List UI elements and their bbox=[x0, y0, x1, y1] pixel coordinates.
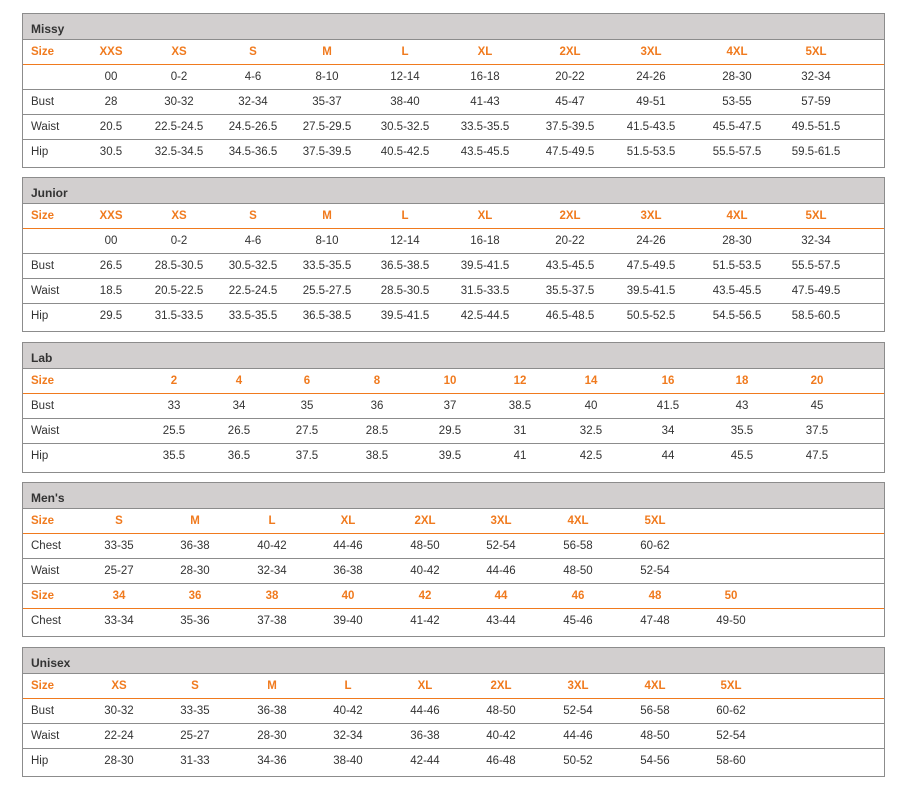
measurement-cell: 42.5-44.5 bbox=[460, 310, 510, 322]
measurement-cell: 25.5-27.5 bbox=[302, 285, 352, 297]
row-label: Hip bbox=[31, 146, 49, 158]
measurement-cell: 48-50 bbox=[486, 705, 516, 717]
measurement-cell: 28-30 bbox=[257, 730, 287, 742]
measurement-cell: 36-38 bbox=[257, 705, 287, 717]
mens-size-table bbox=[22, 482, 885, 637]
measurement-cell: 47-48 bbox=[640, 615, 670, 627]
lab-rows bbox=[23, 369, 884, 469]
row-label: Waist bbox=[31, 565, 60, 577]
measurement-cell: 8-10 bbox=[315, 235, 339, 247]
measurement-cell: 40.5-42.5 bbox=[380, 146, 430, 158]
size-label-cell: XL bbox=[477, 210, 493, 222]
measurement-cell: 34-36 bbox=[257, 755, 287, 767]
measurement-cell: 31.5-33.5 bbox=[460, 285, 510, 297]
size-label-cell: 4XL bbox=[726, 210, 748, 222]
measurement-cell: 37-38 bbox=[257, 615, 287, 627]
missy-table-row bbox=[23, 90, 884, 115]
measurement-cell: 58-60 bbox=[716, 755, 746, 767]
mens-table-row bbox=[23, 559, 884, 584]
junior-size-table bbox=[22, 177, 885, 332]
size-label-cell: 8 bbox=[373, 375, 381, 387]
measurement-cell: 60-62 bbox=[716, 705, 746, 717]
measurement-cell: 24-26 bbox=[636, 71, 666, 83]
size-label-cell: XXS bbox=[99, 210, 123, 222]
size-label-cell: 44 bbox=[494, 590, 508, 602]
size-label-cell: 14 bbox=[584, 375, 598, 387]
size-label-cell: 5XL bbox=[805, 46, 827, 58]
measurement-cell: 28-30 bbox=[104, 755, 134, 767]
size-label-cell: XL bbox=[477, 46, 493, 58]
measurement-cell: 28 bbox=[104, 96, 118, 108]
size-label-cell: 48 bbox=[648, 590, 662, 602]
size-label-cell: XL bbox=[340, 515, 356, 527]
measurement-cell: 32-34 bbox=[333, 730, 363, 742]
unisex-rows bbox=[23, 674, 884, 774]
measurement-cell: 30-32 bbox=[164, 96, 194, 108]
size-label-cell: 20 bbox=[810, 375, 824, 387]
measurement-cell: 30-32 bbox=[104, 705, 134, 717]
size-label-cell: 40 bbox=[341, 590, 355, 602]
mens-title: Men's bbox=[23, 483, 884, 509]
measurement-cell: 8-10 bbox=[315, 71, 339, 83]
measurement-cell: 27.5 bbox=[295, 425, 319, 437]
measurement-cell: 41.5-43.5 bbox=[626, 121, 676, 133]
row-label: Waist bbox=[31, 121, 60, 133]
measurement-cell: 36-38 bbox=[410, 730, 440, 742]
size-label-cell: L bbox=[344, 680, 352, 692]
measurement-cell: 56-58 bbox=[640, 705, 670, 717]
measurement-cell: 33-34 bbox=[104, 615, 134, 627]
measurement-cell: 49.5-51.5 bbox=[791, 121, 841, 133]
size-label-cell: M bbox=[322, 46, 332, 58]
measurement-cell: 47.5-49.5 bbox=[545, 146, 595, 158]
missy-size-table bbox=[22, 13, 885, 168]
measurement-cell: 36 bbox=[370, 400, 384, 412]
measurement-cell: 40-42 bbox=[333, 705, 363, 717]
size-label-cell: 2XL bbox=[490, 680, 512, 692]
measurement-cell: 42.5 bbox=[579, 450, 603, 462]
measurement-cell: 55.5-57.5 bbox=[712, 146, 762, 158]
junior-table-row bbox=[23, 229, 884, 254]
measurement-cell: 50-52 bbox=[563, 755, 593, 767]
measurement-cell: 44-46 bbox=[410, 705, 440, 717]
measurement-cell: 33-35 bbox=[180, 705, 210, 717]
mens-rows bbox=[23, 509, 884, 634]
lab-table-row bbox=[23, 444, 884, 469]
size-label-cell: 3XL bbox=[567, 680, 589, 692]
unisex-size-table bbox=[22, 647, 885, 777]
mens-table-row bbox=[23, 609, 884, 634]
size-label-cell: 10 bbox=[443, 375, 457, 387]
measurement-cell: 48-50 bbox=[640, 730, 670, 742]
measurement-cell: 28.5-30.5 bbox=[154, 260, 204, 272]
measurement-cell: 35.5 bbox=[162, 450, 186, 462]
measurement-cell: 20-22 bbox=[555, 235, 585, 247]
measurement-cell: 28-30 bbox=[180, 565, 210, 577]
row-label: Size bbox=[31, 46, 55, 58]
missy-rows bbox=[23, 40, 884, 165]
measurement-cell: 12-14 bbox=[390, 235, 420, 247]
size-label-cell: 4XL bbox=[567, 515, 589, 527]
unisex-table-row bbox=[23, 724, 884, 749]
size-label-cell: S bbox=[249, 210, 257, 222]
measurement-cell: 39-40 bbox=[333, 615, 363, 627]
row-label: Hip bbox=[31, 755, 49, 767]
size-label-cell: 3XL bbox=[640, 46, 662, 58]
measurement-cell: 24.5-26.5 bbox=[228, 121, 278, 133]
size-label-cell: 5XL bbox=[720, 680, 742, 692]
measurement-cell: 24-26 bbox=[636, 235, 666, 247]
measurement-cell: 20.5-22.5 bbox=[154, 285, 204, 297]
measurement-cell: 45-46 bbox=[563, 615, 593, 627]
mens-size-header-row bbox=[23, 509, 884, 534]
row-label: Bust bbox=[31, 705, 55, 717]
measurement-cell: 29.5 bbox=[99, 310, 123, 322]
row-label: Hip bbox=[31, 310, 49, 322]
unisex-table-row bbox=[23, 699, 884, 724]
size-label-cell: L bbox=[401, 46, 409, 58]
size-label-cell: 2XL bbox=[414, 515, 436, 527]
size-label-cell: 6 bbox=[303, 375, 311, 387]
measurement-cell: 52-54 bbox=[640, 565, 670, 577]
missy-table-row bbox=[23, 115, 884, 140]
measurement-cell: 25-27 bbox=[104, 565, 134, 577]
measurement-cell: 32-34 bbox=[257, 565, 287, 577]
size-label-cell: 16 bbox=[661, 375, 675, 387]
mens-size-header-row bbox=[23, 584, 884, 609]
measurement-cell: 43 bbox=[735, 400, 749, 412]
measurement-cell: 36.5 bbox=[227, 450, 251, 462]
measurement-cell: 43.5-45.5 bbox=[460, 146, 510, 158]
measurement-cell: 46-48 bbox=[486, 755, 516, 767]
measurement-cell: 44 bbox=[661, 450, 675, 462]
measurement-cell: 30.5 bbox=[99, 146, 123, 158]
measurement-cell: 12-14 bbox=[390, 71, 420, 83]
measurement-cell: 33 bbox=[167, 400, 181, 412]
measurement-cell: 52-54 bbox=[716, 730, 746, 742]
measurement-cell: 29.5 bbox=[438, 425, 462, 437]
size-label-cell: 4XL bbox=[644, 680, 666, 692]
measurement-cell: 35.5-37.5 bbox=[545, 285, 595, 297]
measurement-cell: 43.5-45.5 bbox=[712, 285, 762, 297]
measurement-cell: 16-18 bbox=[470, 71, 500, 83]
measurement-cell: 40-42 bbox=[410, 565, 440, 577]
lab-size-table bbox=[22, 342, 885, 473]
measurement-cell: 20-22 bbox=[555, 71, 585, 83]
measurement-cell: 39.5 bbox=[438, 450, 462, 462]
measurement-cell: 31 bbox=[513, 425, 527, 437]
size-label-cell: 3XL bbox=[640, 210, 662, 222]
measurement-cell: 49-50 bbox=[716, 615, 746, 627]
size-label-cell: 50 bbox=[724, 590, 738, 602]
measurement-cell: 34 bbox=[232, 400, 246, 412]
row-label: Bust bbox=[31, 400, 55, 412]
row-label: Size bbox=[31, 375, 55, 387]
size-label-cell: L bbox=[401, 210, 409, 222]
measurement-cell: 41.5 bbox=[656, 400, 680, 412]
measurement-cell: 52-54 bbox=[486, 540, 516, 552]
measurement-cell: 27.5-29.5 bbox=[302, 121, 352, 133]
measurement-cell: 28.5-30.5 bbox=[380, 285, 430, 297]
measurement-cell: 38-40 bbox=[333, 755, 363, 767]
junior-table-row bbox=[23, 279, 884, 304]
measurement-cell: 32-34 bbox=[801, 235, 831, 247]
size-label-cell: 2XL bbox=[559, 46, 581, 58]
measurement-cell: 32-34 bbox=[801, 71, 831, 83]
measurement-cell: 38-40 bbox=[390, 96, 420, 108]
size-label-cell: M bbox=[322, 210, 332, 222]
measurement-cell: 43.5-45.5 bbox=[545, 260, 595, 272]
row-label: Size bbox=[31, 515, 55, 527]
measurement-cell: 51.5-53.5 bbox=[712, 260, 762, 272]
measurement-cell: 41-42 bbox=[410, 615, 440, 627]
measurement-cell: 59.5-61.5 bbox=[791, 146, 841, 158]
size-label-cell: 42 bbox=[418, 590, 432, 602]
measurement-cell: 35-36 bbox=[180, 615, 210, 627]
measurement-cell: 48-50 bbox=[563, 565, 593, 577]
measurement-cell: 00 bbox=[104, 235, 118, 247]
size-label-cell: 2XL bbox=[559, 210, 581, 222]
size-label-cell: 18 bbox=[735, 375, 749, 387]
measurement-cell: 39.5-41.5 bbox=[626, 285, 676, 297]
measurement-cell: 36.5-38.5 bbox=[380, 260, 430, 272]
measurement-cell: 43-44 bbox=[486, 615, 516, 627]
measurement-cell: 20.5 bbox=[99, 121, 123, 133]
measurement-cell: 44-46 bbox=[486, 565, 516, 577]
measurement-cell: 53-55 bbox=[722, 96, 752, 108]
measurement-cell: 32-34 bbox=[238, 96, 268, 108]
size-label-cell: 12 bbox=[513, 375, 527, 387]
measurement-cell: 35.5 bbox=[730, 425, 754, 437]
measurement-cell: 33.5-35.5 bbox=[302, 260, 352, 272]
measurement-cell: 4-6 bbox=[244, 235, 262, 247]
measurement-cell: 41 bbox=[513, 450, 527, 462]
measurement-cell: 37.5 bbox=[295, 450, 319, 462]
measurement-cell: 36.5-38.5 bbox=[302, 310, 352, 322]
measurement-cell: 60-62 bbox=[640, 540, 670, 552]
lab-size-header-row bbox=[23, 369, 884, 394]
row-label: Bust bbox=[31, 96, 55, 108]
missy-size-header-row bbox=[23, 40, 884, 65]
size-label-cell: S bbox=[249, 46, 257, 58]
measurement-cell: 41-43 bbox=[470, 96, 500, 108]
junior-title: Junior bbox=[23, 178, 884, 204]
missy-table-row bbox=[23, 65, 884, 90]
size-label-cell: 4XL bbox=[726, 46, 748, 58]
lab-table-row bbox=[23, 394, 884, 419]
row-label: Hip bbox=[31, 450, 49, 462]
measurement-cell: 40-42 bbox=[257, 540, 287, 552]
size-label-cell: XS bbox=[171, 210, 187, 222]
measurement-cell: 48-50 bbox=[410, 540, 440, 552]
size-label-cell: 2 bbox=[170, 375, 178, 387]
junior-rows bbox=[23, 204, 884, 329]
measurement-cell: 30.5-32.5 bbox=[228, 260, 278, 272]
row-label: Size bbox=[31, 210, 55, 222]
measurement-cell: 58.5-60.5 bbox=[791, 310, 841, 322]
size-label-cell: XXS bbox=[99, 46, 123, 58]
measurement-cell: 50.5-52.5 bbox=[626, 310, 676, 322]
measurement-cell: 36-38 bbox=[180, 540, 210, 552]
measurement-cell: 52-54 bbox=[563, 705, 593, 717]
measurement-cell: 34.5-36.5 bbox=[228, 146, 278, 158]
measurement-cell: 33.5-35.5 bbox=[460, 121, 510, 133]
size-label-cell: XS bbox=[171, 46, 187, 58]
junior-table-row bbox=[23, 304, 884, 329]
measurement-cell: 49-51 bbox=[636, 96, 666, 108]
size-label-cell: 34 bbox=[112, 590, 126, 602]
measurement-cell: 26.5 bbox=[99, 260, 123, 272]
measurement-cell: 22.5-24.5 bbox=[228, 285, 278, 297]
measurement-cell: 32.5-34.5 bbox=[154, 146, 204, 158]
measurement-cell: 45-47 bbox=[555, 96, 585, 108]
size-label-cell: 36 bbox=[188, 590, 202, 602]
unisex-size-header-row bbox=[23, 674, 884, 699]
missy-title: Missy bbox=[23, 14, 884, 40]
unisex-title: Unisex bbox=[23, 648, 884, 674]
unisex-table-row bbox=[23, 749, 884, 774]
measurement-cell: 37 bbox=[443, 400, 457, 412]
measurement-cell: 44-46 bbox=[333, 540, 363, 552]
size-label-cell: 4 bbox=[235, 375, 243, 387]
measurement-cell: 22.5-24.5 bbox=[154, 121, 204, 133]
measurement-cell: 37.5-39.5 bbox=[545, 121, 595, 133]
row-label: Waist bbox=[31, 425, 60, 437]
row-label: Waist bbox=[31, 285, 60, 297]
size-label-cell: 46 bbox=[571, 590, 585, 602]
row-label: Size bbox=[31, 680, 55, 692]
measurement-cell: 31.5-33.5 bbox=[154, 310, 204, 322]
measurement-cell: 33.5-35.5 bbox=[228, 310, 278, 322]
measurement-cell: 22-24 bbox=[104, 730, 134, 742]
measurement-cell: 4-6 bbox=[244, 71, 262, 83]
measurement-cell: 54-56 bbox=[640, 755, 670, 767]
mens-table-row bbox=[23, 534, 884, 559]
measurement-cell: 36-38 bbox=[333, 565, 363, 577]
measurement-cell: 35 bbox=[300, 400, 314, 412]
measurement-cell: 42-44 bbox=[410, 755, 440, 767]
size-label-cell: 5XL bbox=[805, 210, 827, 222]
size-label-cell: L bbox=[268, 515, 276, 527]
measurement-cell: 57-59 bbox=[801, 96, 831, 108]
measurement-cell: 37.5 bbox=[805, 425, 829, 437]
measurement-cell: 44-46 bbox=[563, 730, 593, 742]
measurement-cell: 45.5 bbox=[730, 450, 754, 462]
measurement-cell: 31-33 bbox=[180, 755, 210, 767]
measurement-cell: 45 bbox=[810, 400, 824, 412]
size-label-cell: 5XL bbox=[644, 515, 666, 527]
measurement-cell: 32.5 bbox=[579, 425, 603, 437]
measurement-cell: 33-35 bbox=[104, 540, 134, 552]
junior-table-row bbox=[23, 254, 884, 279]
measurement-cell: 28-30 bbox=[722, 71, 752, 83]
measurement-cell: 28.5 bbox=[365, 425, 389, 437]
measurement-cell: 47.5-49.5 bbox=[626, 260, 676, 272]
measurement-cell: 38.5 bbox=[508, 400, 532, 412]
size-label-cell: M bbox=[190, 515, 200, 527]
measurement-cell: 46.5-48.5 bbox=[545, 310, 595, 322]
missy-table-row bbox=[23, 140, 884, 165]
measurement-cell: 18.5 bbox=[99, 285, 123, 297]
size-label-cell: S bbox=[191, 680, 199, 692]
measurement-cell: 40-42 bbox=[486, 730, 516, 742]
junior-size-header-row bbox=[23, 204, 884, 229]
measurement-cell: 26.5 bbox=[227, 425, 251, 437]
lab-table-row bbox=[23, 419, 884, 444]
measurement-cell: 0-2 bbox=[170, 71, 188, 83]
measurement-cell: 28-30 bbox=[722, 235, 752, 247]
measurement-cell: 56-58 bbox=[563, 540, 593, 552]
row-label: Waist bbox=[31, 730, 60, 742]
measurement-cell: 35-37 bbox=[312, 96, 342, 108]
row-label: Chest bbox=[31, 540, 62, 552]
measurement-cell: 47.5 bbox=[805, 450, 829, 462]
size-label-cell: 38 bbox=[265, 590, 279, 602]
size-label-cell: XS bbox=[111, 680, 127, 692]
row-label: Bust bbox=[31, 260, 55, 272]
measurement-cell: 55.5-57.5 bbox=[791, 260, 841, 272]
size-label-cell: S bbox=[115, 515, 123, 527]
size-label-cell: 3XL bbox=[490, 515, 512, 527]
measurement-cell: 45.5-47.5 bbox=[712, 121, 762, 133]
measurement-cell: 39.5-41.5 bbox=[460, 260, 510, 272]
measurement-cell: 39.5-41.5 bbox=[380, 310, 430, 322]
row-label: Size bbox=[31, 590, 55, 602]
measurement-cell: 54.5-56.5 bbox=[712, 310, 762, 322]
measurement-cell: 0-2 bbox=[170, 235, 188, 247]
measurement-cell: 51.5-53.5 bbox=[626, 146, 676, 158]
measurement-cell: 25.5 bbox=[162, 425, 186, 437]
size-label-cell: M bbox=[267, 680, 277, 692]
measurement-cell: 34 bbox=[661, 425, 675, 437]
measurement-cell: 00 bbox=[104, 71, 118, 83]
measurement-cell: 16-18 bbox=[470, 235, 500, 247]
size-label-cell: XL bbox=[417, 680, 433, 692]
measurement-cell: 47.5-49.5 bbox=[791, 285, 841, 297]
measurement-cell: 30.5-32.5 bbox=[380, 121, 430, 133]
row-label: Chest bbox=[31, 615, 62, 627]
measurement-cell: 37.5-39.5 bbox=[302, 146, 352, 158]
measurement-cell: 38.5 bbox=[365, 450, 389, 462]
measurement-cell: 40 bbox=[584, 400, 598, 412]
lab-title: Lab bbox=[23, 343, 884, 369]
measurement-cell: 25-27 bbox=[180, 730, 210, 742]
